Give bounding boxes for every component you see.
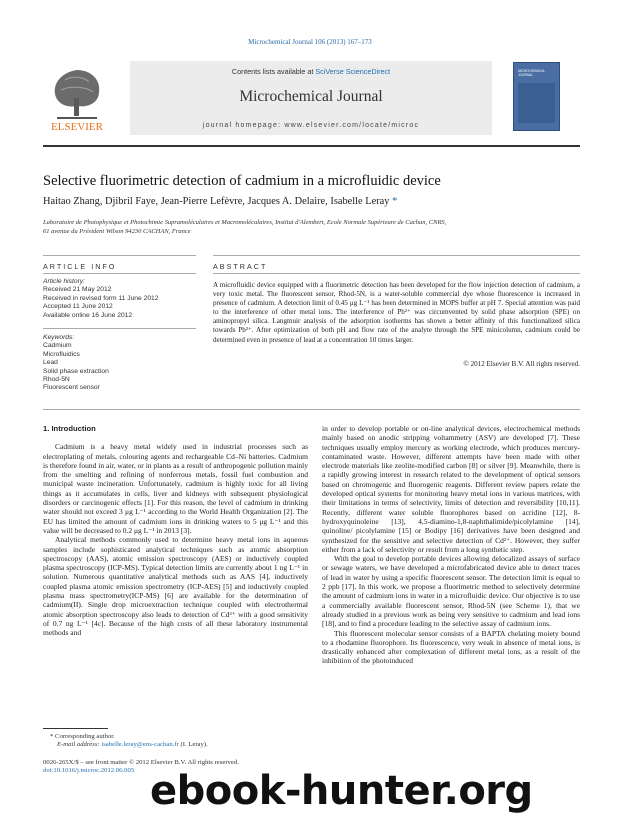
cover-title: MICROCHEMICAL JOURNAL [518, 69, 545, 77]
sciencedirect-link[interactable]: SciVerse ScienceDirect [315, 67, 391, 76]
abstract-heading: ABSTRACT [213, 262, 268, 271]
article-info-heading: ARTICLE INFO [43, 262, 117, 271]
intro-paragraph-2: Analytical methods commonly used to determine heavy metal ions in aqueous samples include sophisticated analytical techniques such as atomic absorption spectroscopy (AAS), atomic emission spectroscopy (AES) or inductively coupled plasma spectroscopy (ICP-MS). Typical detection limits are currently about 1 ng L⁻¹ in solution. Numerous quantitative analytical methods such as AAS [4], inductively coupled plasma atomic emission spectrometry (ICP-AES) [5] and inductively coupled plasma mass spectrometry(ICP-MS) [6] are available for the determination of cadmium(II). Single drop microextraction technique coupled with electrothermal atomic absorption spectroscopy also leads to detection of Cd²⁺ with a good sensitivity of 0.7 ng L⁻¹ [4c]. Because of the high costs of all these laboratory instrumental methods and [43, 535, 308, 638]
affiliation [43, 219, 553, 236]
contents-line [130, 67, 492, 76]
article-info-rule [43, 273, 196, 274]
author-email-link[interactable]: isabelle.leray@ens-cachan.fr [101, 741, 179, 749]
watermark: ebook-hunter.org [150, 768, 533, 814]
affiliation-line-1: Laboratoire de Photophysique et Photochimie Supramoléculaires et Macromoléculaires, Institut d'Alembert, Ecole Normale Supérieure de Cachan, CNRS, [43, 219, 447, 226]
abstract-copyright: © 2012 Elsevier B.V. All rights reserved. [463, 360, 580, 368]
keyword: Cadmium [43, 342, 72, 350]
contents-prefix: Contents lists available at [231, 67, 316, 76]
body-right-column [322, 424, 580, 666]
article-info-rule-top [43, 255, 196, 256]
footnote-mark: * [50, 733, 54, 740]
corresponding-author-mark[interactable]: * [392, 196, 398, 207]
cover-art [518, 83, 555, 123]
keywords-block [43, 334, 198, 393]
email-suffix: (I. Leray). [178, 741, 208, 749]
journal-name: Microchemical Journal [239, 88, 383, 105]
history-label: Article history: [43, 278, 85, 285]
history-revised: Received in revised form 11 June 2012 [43, 294, 159, 302]
history-online: Available online 16 June 2012 [43, 311, 133, 319]
keyword: Fluorescent sensor [43, 384, 100, 392]
keyword: Rhod-5N [43, 376, 70, 384]
body-left-column [43, 424, 308, 638]
intro-paragraph-3: in order to develop portable or on-line analytical devices, electrochemical methods mainly based on anodic stripping voltammetry (ASV) are developed [7]. These techniques usually employ mercury as working electrode, which produces mercury-contaminated waste. However, different attempts have been made with other electrode materials like zeolite-modified carbon [8] or silver [9]. Meanwhile, there is a rapidly growing interest in research related to the development of optical sensors based on chromogenic and fluorogenic reagents. Different review papers relate the developed optical systems for monitoring heavy metal ions in various matrices, with their limitations in terms of selectivity, limits of detection and reversibility [10,11]. Recently, different water soluble fluorophores based on acridine [12], 8-hydroxyquinoleine [13], 4,5-diamino-1,8-naphthalimide/picolylamine [14], quinoline/ picolylamine [15] or Bodipy [16] derivatives have been designed and synthesized for the sensitive and selective detection of Cd²⁺. However, they suffer either from a lack of selectivity or result from a long synthetic step. [322, 424, 580, 554]
doi-link[interactable]: doi:10.1016/j.microc.2012.06.005 [43, 767, 135, 775]
intro-paragraph-5: This fluorescent molecular sensor consists of a BAPTA chelating moiety bound to a rhodamine fluorophore. Its fluorescence, very weak in absence of metal ions, is drastically enhanced after complexation of different metal ions, as a result of the inhibition of the photoinduced [322, 628, 580, 666]
keyword: Microfluidics [43, 350, 80, 358]
article-history [43, 278, 198, 320]
affiliation-line-2: 61 avenue du Président Wilson 94230 CACHAN, France [43, 227, 191, 235]
footnote-rule [43, 728, 108, 729]
keywords-rule [43, 328, 196, 329]
front-matter-divider [43, 409, 580, 410]
article-title: Selective fluorimetric detection of cadmium in a microfluidic device [43, 173, 441, 189]
keywords-label: Keywords: [43, 334, 75, 341]
abstract-rule-top [213, 255, 580, 256]
keyword: Lead [43, 359, 58, 367]
intro-paragraph-1: Cadmium is a heavy metal widely used in industrial processes such as electroplating of metals, colouring agents and rechargeable Cd–Ni batteries. Cadmium is therefore found in air, water, or in plants as a result of anthropogenic pollution mainly from the smelting and refining of nonferrous metals, fossil fuel combustion and municipal waste incineration. Unfortunately, cadmium is highly toxic for all living things as it accumulates in cells, liver and kidneys with subsequent physiological disorders or carcinogenic effects [1]. For this reason, the level of cadmium in drinking water should not exceed 3 μg L⁻¹ according to the World Health Organization [2]. The EU has limited the amount of cadmium ions in drinking waters to 5 μg L⁻¹ and this value will be decreased to 0.2 μg L⁻¹ in 2013 [3]. [43, 442, 308, 535]
keyword: Solid phase extraction [43, 367, 109, 375]
footnote-corresponding: Corresponding author. [55, 733, 115, 740]
issn-line: 0026-265X/$ – see front matter © 2012 Elsevier B.V. All rights reserved. [43, 759, 239, 766]
history-received: Received 21 May 2012 [43, 286, 112, 294]
header-divider [43, 145, 580, 147]
history-accepted: Accepted 11 June 2012 [43, 303, 113, 311]
journal-reference[interactable]: Microchemical Journal 106 (2013) 167–173 [248, 38, 372, 46]
authors-text: Haitao Zhang, Djibril Faye, Jean-Pierre Lefèvre, Jacques A. Delaire, Isabelle Leray [43, 196, 390, 207]
email-label: E-mail address: [57, 741, 102, 749]
intro-paragraph-4: With the goal to develop portable devices allowing delocalized assays of surface or sewage waters, we have developed a microfabricated device able to detect traces of lead in water by using a specific fluorescent sensor. The detection limit is equal to 2 ppb [17]. In this work, we propose a fluorimetric method to selectively determine the amount of cadmium ions in water in a microfluidic device. Our objective is to use a commercially available fluorescent sensor, Rhod-5N (see Scheme 1), that we already studied in a previous work as being very sensitive to cadmium and lead ions [18], and to find a procedure leading to the selective assay of cadmium ions. [322, 554, 580, 629]
journal-cover-image [513, 62, 560, 131]
elsevier-logo [43, 62, 111, 134]
journal-homepage[interactable]: journal homepage: www.elsevier.com/locate/microc [202, 122, 420, 129]
footnote [50, 733, 315, 750]
abstract-text: A microfluidic device equipped with a fluorimetric detection has been developed for the flow injection detection of cadmium, a very toxic metal. The fluorescent sensor, Rhod-5N, is a water-soluble commercial dye whose fluorescence is increased in presence of cadmium. A detection limit of 0.45 μg L⁻¹ has been determined in MOPS buffer at pH 7. Special attention was paid to the interference of other metal ions. The interference of Pb²⁺ was circumvented by solid phase adsorption (SPE) on aminopropyl silica. Langmuir analysis of the adsorption isotherms has shown a better affinity of this functionalized silica towards Pb²⁺. After optimization of both pH and flow rate of the analyte through the SPE minicolumn, cadmium could be determined even in presence of lead at a concentration 10 times larger. [213, 281, 580, 344]
section-1-heading: 1. Introduction [43, 424, 96, 433]
abstract-rule [213, 273, 580, 274]
elsevier-wordmark: ELSEVIER [51, 121, 103, 133]
author-list [43, 196, 583, 207]
